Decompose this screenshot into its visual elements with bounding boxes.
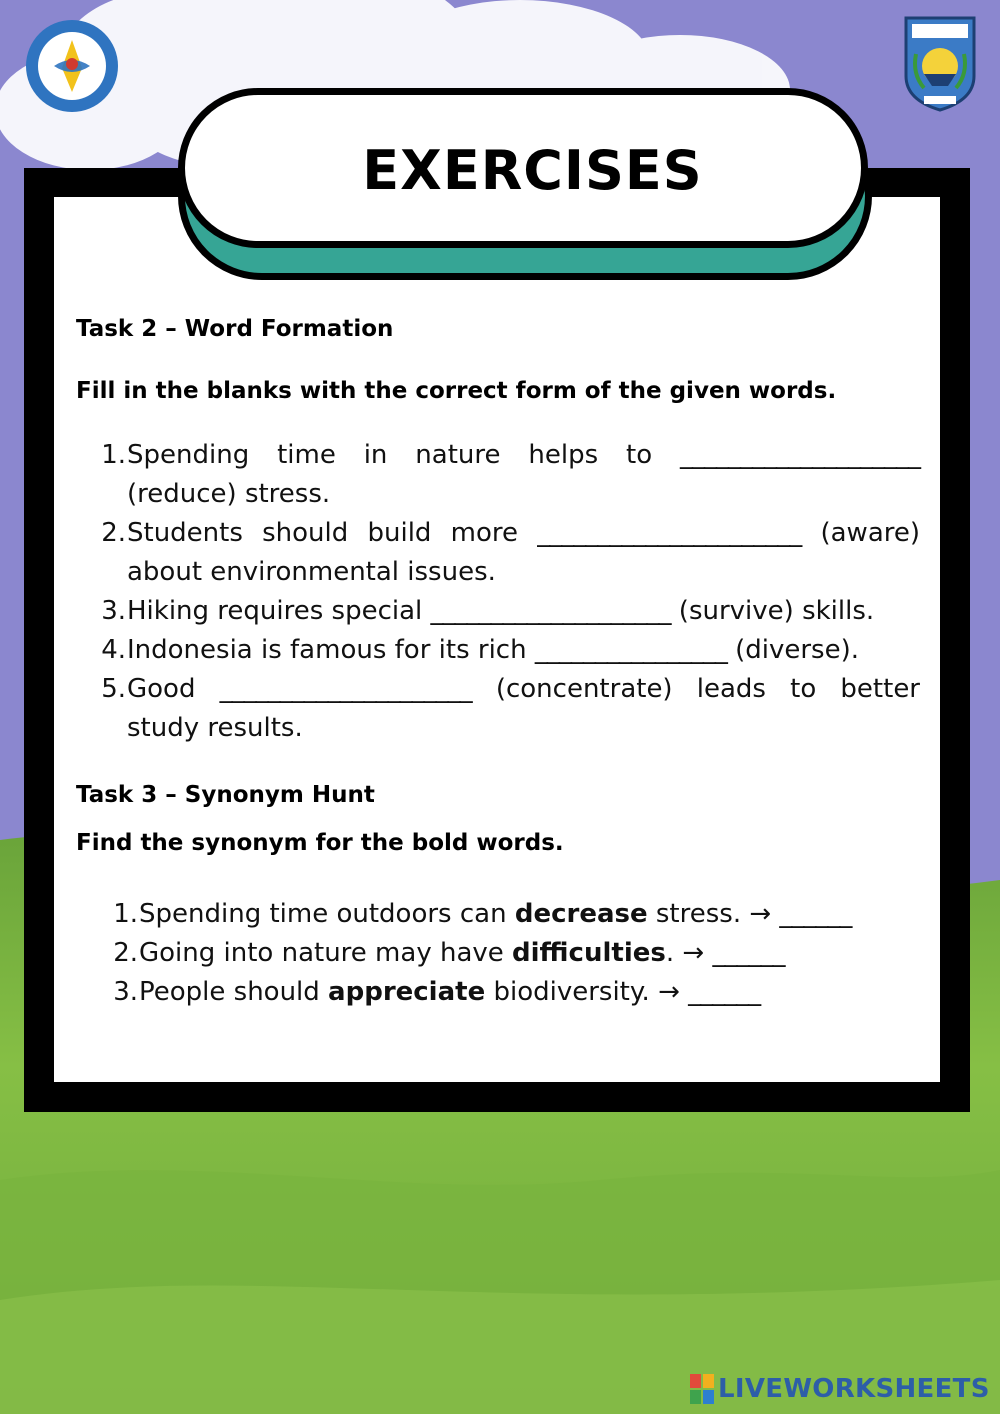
item-number: 1. xyxy=(101,440,126,470)
item-text xyxy=(139,934,888,973)
item-text-before: Students should build more xyxy=(127,518,538,548)
brand-name: LIVEWORKSHEETS xyxy=(718,1374,990,1404)
item-number: 2. xyxy=(101,518,126,548)
bold-word: decrease xyxy=(514,899,648,929)
liveworksheets-brand[interactable] xyxy=(690,1372,990,1406)
item-text-after: (concentrate) leads to better study results. xyxy=(127,674,920,743)
item-number: 4. xyxy=(101,635,126,665)
item-text-after: (diverse). xyxy=(726,635,860,665)
item-number: 2. xyxy=(113,938,138,968)
liveworksheets-logo-icon xyxy=(690,1374,714,1404)
answer-blank[interactable]: ________________ xyxy=(534,635,727,665)
item-number: 5. xyxy=(101,674,126,704)
page-title: EXERCISES xyxy=(362,139,703,202)
item-text-before: Spending time in nature helps to xyxy=(127,440,680,470)
synonym-item xyxy=(88,934,888,973)
answer-blank[interactable]: ______ xyxy=(779,899,852,929)
answer-blank[interactable]: ______________________ xyxy=(537,518,802,548)
item-text xyxy=(139,973,888,1012)
item-text-after: (survive) skills. xyxy=(670,596,875,626)
word-formation-item xyxy=(76,514,920,592)
item-number: 3. xyxy=(113,977,138,1007)
synonym-item xyxy=(88,895,888,934)
synonym-item xyxy=(88,973,888,1012)
bold-word: difficulties xyxy=(512,938,666,968)
word-formation-item xyxy=(76,436,920,514)
task2-title: Task 2 – Word Formation xyxy=(76,316,394,342)
item-text-before: Indonesia is famous for its rich xyxy=(127,635,535,665)
item-text-after: (aware) about environmental issues. xyxy=(127,518,921,587)
item-text-before: People should xyxy=(139,977,329,1007)
word-formation-item xyxy=(76,670,920,748)
answer-blank[interactable]: ______ xyxy=(688,977,761,1007)
answer-blank[interactable]: ____________________ xyxy=(430,596,671,626)
task2-instruction: Fill in the blanks with the correct form of the given words. xyxy=(76,378,837,404)
item-text-before: Good xyxy=(127,674,220,704)
item-number: 3. xyxy=(101,596,126,626)
word-formation-item xyxy=(76,592,920,631)
item-text-before: Spending time outdoors can xyxy=(139,899,515,929)
item-text-after: . → xyxy=(665,938,713,968)
item-text-after: (reduce) stress. xyxy=(127,479,331,509)
item-text-after: stress. → xyxy=(647,899,780,929)
sma-negeri-14-logo xyxy=(902,14,978,114)
synonym-list xyxy=(88,895,888,1012)
answer-blank[interactable]: ______ xyxy=(712,938,785,968)
item-text xyxy=(127,631,920,670)
item-number: 1. xyxy=(113,899,138,929)
item-text xyxy=(127,436,920,514)
answer-blank[interactable]: ____________________ xyxy=(680,440,920,470)
tut-wuri-handayani-logo xyxy=(24,18,120,114)
item-text-before: Going into nature may have xyxy=(139,938,513,968)
bold-word: appreciate xyxy=(328,977,486,1007)
answer-blank[interactable]: _____________________ xyxy=(219,674,472,704)
word-formation-item xyxy=(76,631,920,670)
word-formation-list xyxy=(76,436,920,748)
item-text xyxy=(127,592,920,631)
task3-title: Task 3 – Synonym Hunt xyxy=(76,782,375,808)
item-text xyxy=(139,895,888,934)
item-text xyxy=(127,670,920,748)
task3-instruction: Find the synonym for the bold words. xyxy=(76,830,564,856)
item-text-after: biodiversity. → xyxy=(485,977,689,1007)
item-text-before: Hiking requires special xyxy=(127,596,431,626)
item-text xyxy=(127,514,920,592)
